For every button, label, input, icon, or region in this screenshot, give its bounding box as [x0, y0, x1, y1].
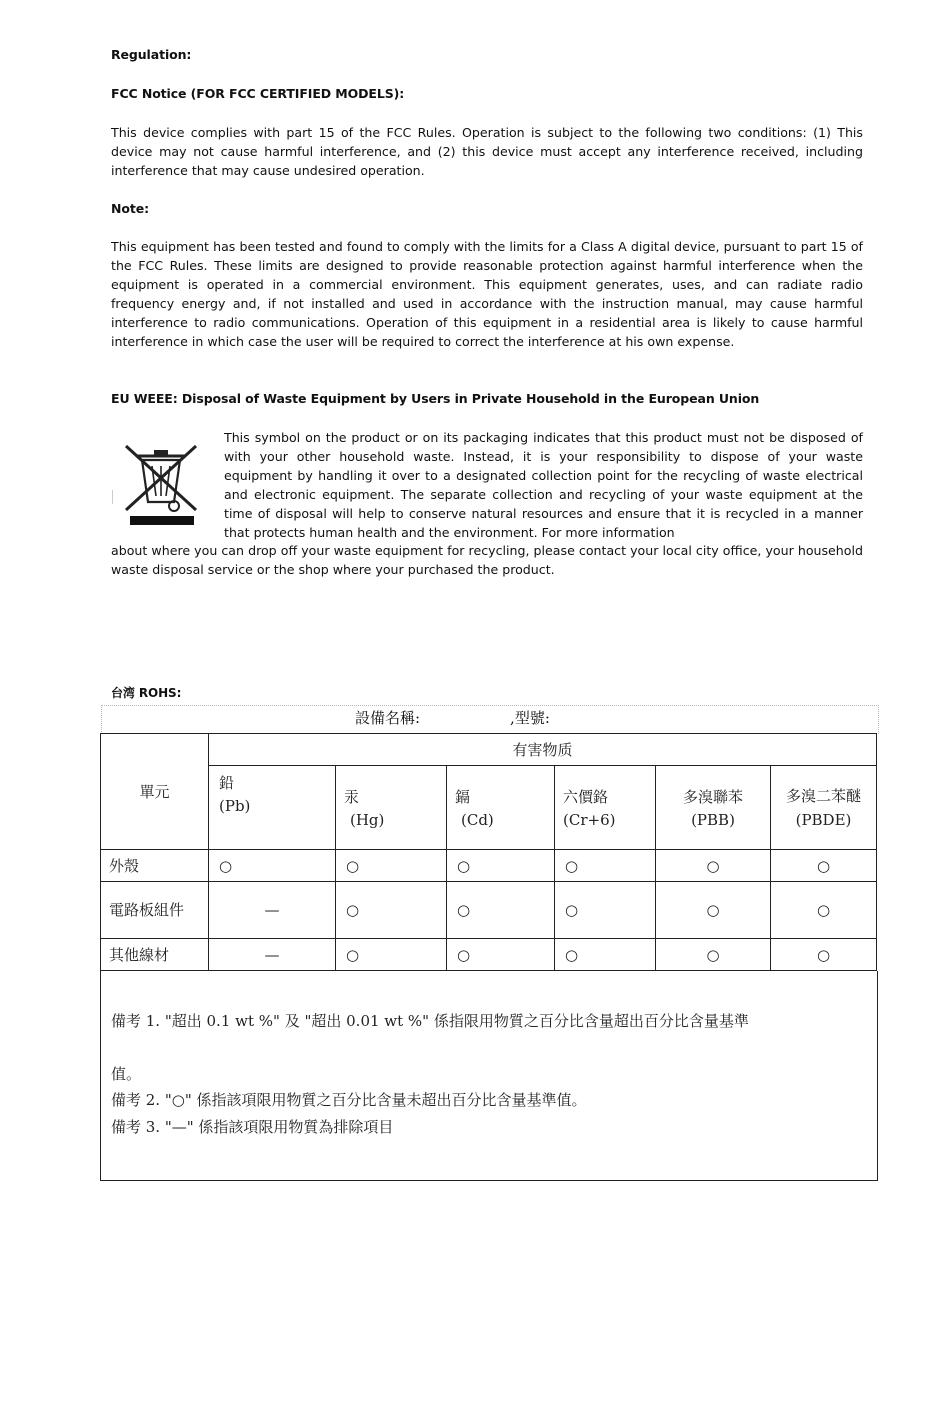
note-body: This equipment has been tested and found to comply with the limits for a Class A digital device, pursuant to part 15 of the FCC Rules. These limits are designed to provide reasonable protection against harmful interference when the equipment is operated in a commercial environment. This equipment generates, uses, and can radiate radio frequency energy and, if not installed and used in accordance with the instruction manual, may cause harmful interference to radio communications. Operation of this equipment in a residential area is likely to cause harmful interference in which case the user will be required to correct the interference at his own expense. [111, 239, 863, 349]
regulation-heading: Regulation: [111, 47, 192, 62]
table-cell: ○ [555, 882, 656, 939]
table-cell: ○ [771, 882, 877, 939]
rohs-heading: 台湾 ROHS: [111, 686, 182, 700]
column-header-pbde: 多溴二苯醚 (PBDE) [771, 766, 877, 850]
table-cell: ○ [336, 850, 447, 882]
table-cell: ○ [447, 939, 555, 971]
crossed-out-wheelie-bin-icon [112, 432, 216, 532]
table-cell: — [209, 882, 336, 939]
column-header-hg: 汞 (Hg) [336, 766, 447, 850]
table-cell: ○ [336, 939, 447, 971]
table-row [101, 939, 877, 971]
table-row [101, 850, 877, 882]
table-cell: ○ [447, 882, 555, 939]
unit-header: 單元 [101, 734, 209, 850]
column-header-pb: 鉛 (Pb) [209, 766, 336, 850]
table-cell: ○ [336, 882, 447, 939]
fcc-notice-body: This device complies with part 15 of the FCC Rules. Operation is subject to the following two conditions: (1) This device may not cause harmful interference, and (2) this device must accept any interference received, including interference that may cause undesired operation. [111, 125, 863, 178]
weee-body-beside-icon: This symbol on the product or on its packaging indicates that this product must not be disposed of with your other household waste. Instead, it is your responsibility to dispose of your waste equipment by handling it over to a designated collection point for the recycling of waste electrical and electronic equipment. The separate collection and recycling of your waste equipment at the time of disposal will help to conserve natural resources and ensure that it is recycled in a manner that protects human health and the environment. For more information [224, 430, 863, 540]
row-unit-label: 電路板組件 [101, 882, 209, 939]
fcc-notice-heading: FCC Notice (FOR FCC CERTIFIED MODELS): [111, 86, 405, 101]
column-header-pbb: 多溴聯苯 (PBB) [656, 766, 771, 850]
hazard-header: 有害物质 [209, 734, 877, 766]
device-name-model-line: 設備名稱: ,型號: [355, 709, 550, 727]
row-unit-label: 其他線材 [101, 939, 209, 971]
note-line-1-continued: 值。 [111, 1065, 142, 1083]
table-cell: ○ [771, 850, 877, 882]
note-line-3: 備考 3. "—" 係指該項限用物質為排除項目 [111, 1118, 394, 1136]
table-cell: ○ [447, 850, 555, 882]
table-cell: — [209, 939, 336, 971]
row-unit-label: 外殼 [101, 850, 209, 882]
table-cell: ○ [656, 850, 771, 882]
table-cell: ○ [555, 939, 656, 971]
column-header-cd: 鎘 (Cd) [447, 766, 555, 850]
rohs-notes [100, 971, 878, 1181]
table-cell: ○ [555, 850, 656, 882]
note-line-2: 備考 2. "○" 係指該項限用物質之百分比含量未超出百分比含量基準值。 [111, 1091, 587, 1109]
table-cell: ○ [209, 850, 336, 882]
rohs-table [100, 733, 877, 971]
weee-heading: EU WEEE: Disposal of Waste Equipment by Users in Private Household in the European Union [111, 391, 760, 406]
table-cell: ○ [656, 882, 771, 939]
table-cell: ○ [656, 939, 771, 971]
note-heading: Note: [111, 201, 150, 216]
note-line-1: 備考 1. "超出 0.1 wt %" 及 "超出 0.01 wt %" 係指限用物質之百分比含量超出百分比含量基準 [111, 1012, 749, 1030]
weee-body-continued: about where you can drop off your waste equipment for recycling, please contact your local city office, your household waste disposal service or the shop where your purchased the product. [111, 543, 863, 577]
table-row [101, 882, 877, 939]
table-cell: ○ [771, 939, 877, 971]
column-header-cr6: 六價鉻 (Cr+6) [555, 766, 656, 850]
